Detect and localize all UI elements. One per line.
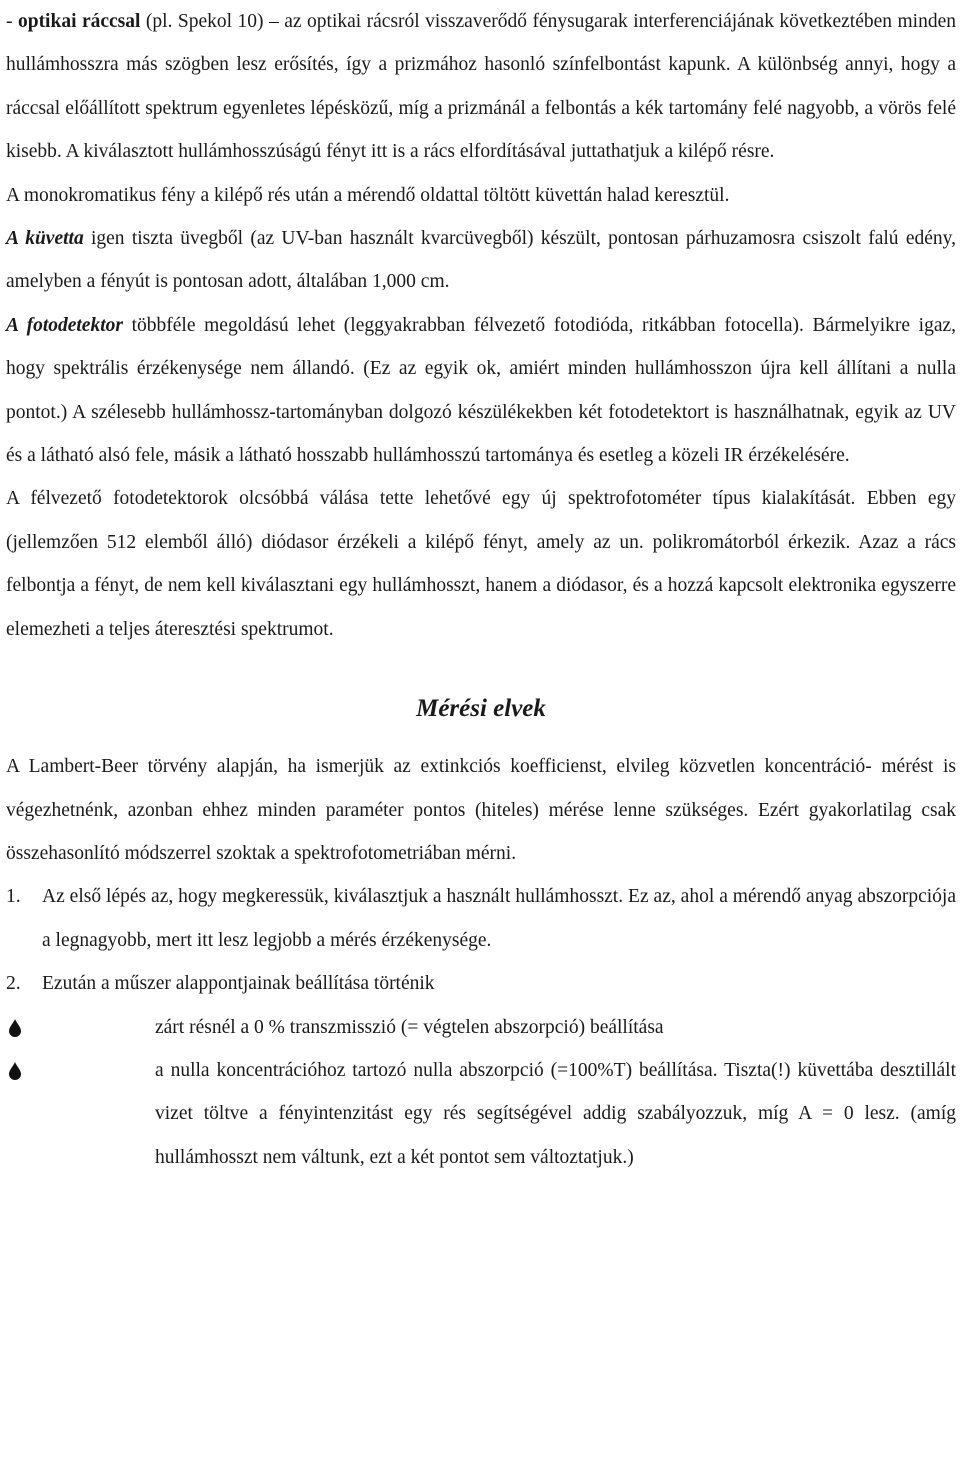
paragraph-photodetector-text: többféle megoldású lehet (leggyakrabban félvezető fotodióda, ritkábban fotocella). Bármelyikre igaz, hogy spektrális érzékenysége nem állandó. (Ez az egyik ok, amiért minden hullámhosszon újra kell állítani a nulla pontot.) A szélesebb hullámhossz-tartományban dolgozó készülékekben két fotodetektort is használhatnak, egyik az UV és a látható alsó fele, másik a látható hosszabb hullámhosszú tartománya és esetleg a közeli IR érzékelésére. (6, 314, 956, 467)
paragraph-lambert-beer: A Lambert-Beer törvény alapján, ha ismerjük az extinkciós koefficienst, elvileg közvetlen koncentráció- mérést is végezhetnénk, azonban ehhez minden paraméter pontos (hiteles) mérése lenne szükséges. Ezért gyakorlatilag csak összehasonlító módszerrel szoktak a spektrofotometriában mérni. (6, 756, 956, 864)
term-photodetector: A fotodetektor (6, 314, 123, 336)
term-optical-grating: optikai ráccsal (17, 11, 141, 32)
numbered-item-text: Ezután a műszer alappontjainak beállítása történik (42, 973, 435, 995)
numbered-item-text: Az első lépés az, hogy megkeressük, kiválasztjuk a használt hullámhosszt. Ez az, ahol a mérendő anyag abszorpciója a legnagyobb, mert itt lesz legjobb a mérés érzékenysége. (42, 886, 956, 951)
list-dash: - (6, 11, 18, 32)
numbered-item-1 (6, 875, 956, 962)
drop-bullet-icon (8, 1019, 22, 1037)
bullet-item-1 (6, 1006, 956, 1049)
bullet-text: zárt résnél a 0 % transzmisszió (= végtelen abszorpció) beállítása (155, 1016, 664, 1038)
paragraph-optical-grating (6, 0, 956, 174)
numbered-item-2 (6, 962, 956, 1005)
numbered-item-number: 2. (6, 973, 21, 995)
section-heading: Mérési elvek (416, 695, 546, 723)
paragraph-monochromatic: A monokromatikus fény a kilépő rés után a mérendő oldattal töltött küvettán halad keresztül. (6, 184, 730, 206)
bullet-text: a nulla koncentrációhoz tartozó nulla abszorpció (=100%T) beállítása. Tiszta(!) küvettába desztillált vizet töltve a fényintenzitást egy rés segítségével addig szabályozzuk, míg A = 0 lesz. (amíg hullámhosszt nem váltunk, ezt a két pontot sem változtatjuk.) (155, 1059, 956, 1168)
bullet-item-2 (6, 1049, 956, 1179)
drop-bullet-icon (8, 1062, 22, 1080)
paragraph-cuvette-text: igen tiszta üvegből (az UV-ban használt kvarcüvegből) készült, pontosan párhuzamosra csiszolt falú edény, amelyben a fényút is pontosan adott, általában 1,000 cm. (6, 228, 957, 293)
paragraph-cuvette (6, 217, 956, 304)
paragraph-semiconductor: A félvezető fotodetektorok olcsóbbá válása tette lehetővé egy új spektrofotométer típus kialakítását. Ebben egy (jellemzően 512 elemből álló) diódasor érzékeli a kilépő fényt, amely az un. polikromátorból érkezik. Azaz a rács felbontja a fényt, de nem kell kiválasztani egy hullámhosszt, hanem a diódasor, és a hozzá kapcsolt elektronika egyszerre elemezheti a teljes áteresztési spektrumot. (6, 488, 956, 640)
numbered-item-number: 1. (6, 886, 21, 908)
paragraph-optical-grating-text: (pl. Spekol 10) – az optikai rácsról visszaverődő fénysugarak interferenciájának következtében minden hullámhosszra más szögben lesz erősítés, így a prizmához hasonló színfelbontást kapunk. A különbség annyi, hogy a ráccsal előállított spektrum egyenletes lépésközű, míg a prizmánál a felbontás a kék tartomány felé nagyobb, a vörös felé kisebb. A kiválasztott hullámhosszúságú fényt itt is a rács elfordításával juttathatjuk a kilépő résre. (6, 11, 956, 163)
term-cuvette: A küvetta (6, 228, 84, 250)
document-page (6, 0, 956, 1179)
paragraph-photodetector (6, 304, 956, 478)
